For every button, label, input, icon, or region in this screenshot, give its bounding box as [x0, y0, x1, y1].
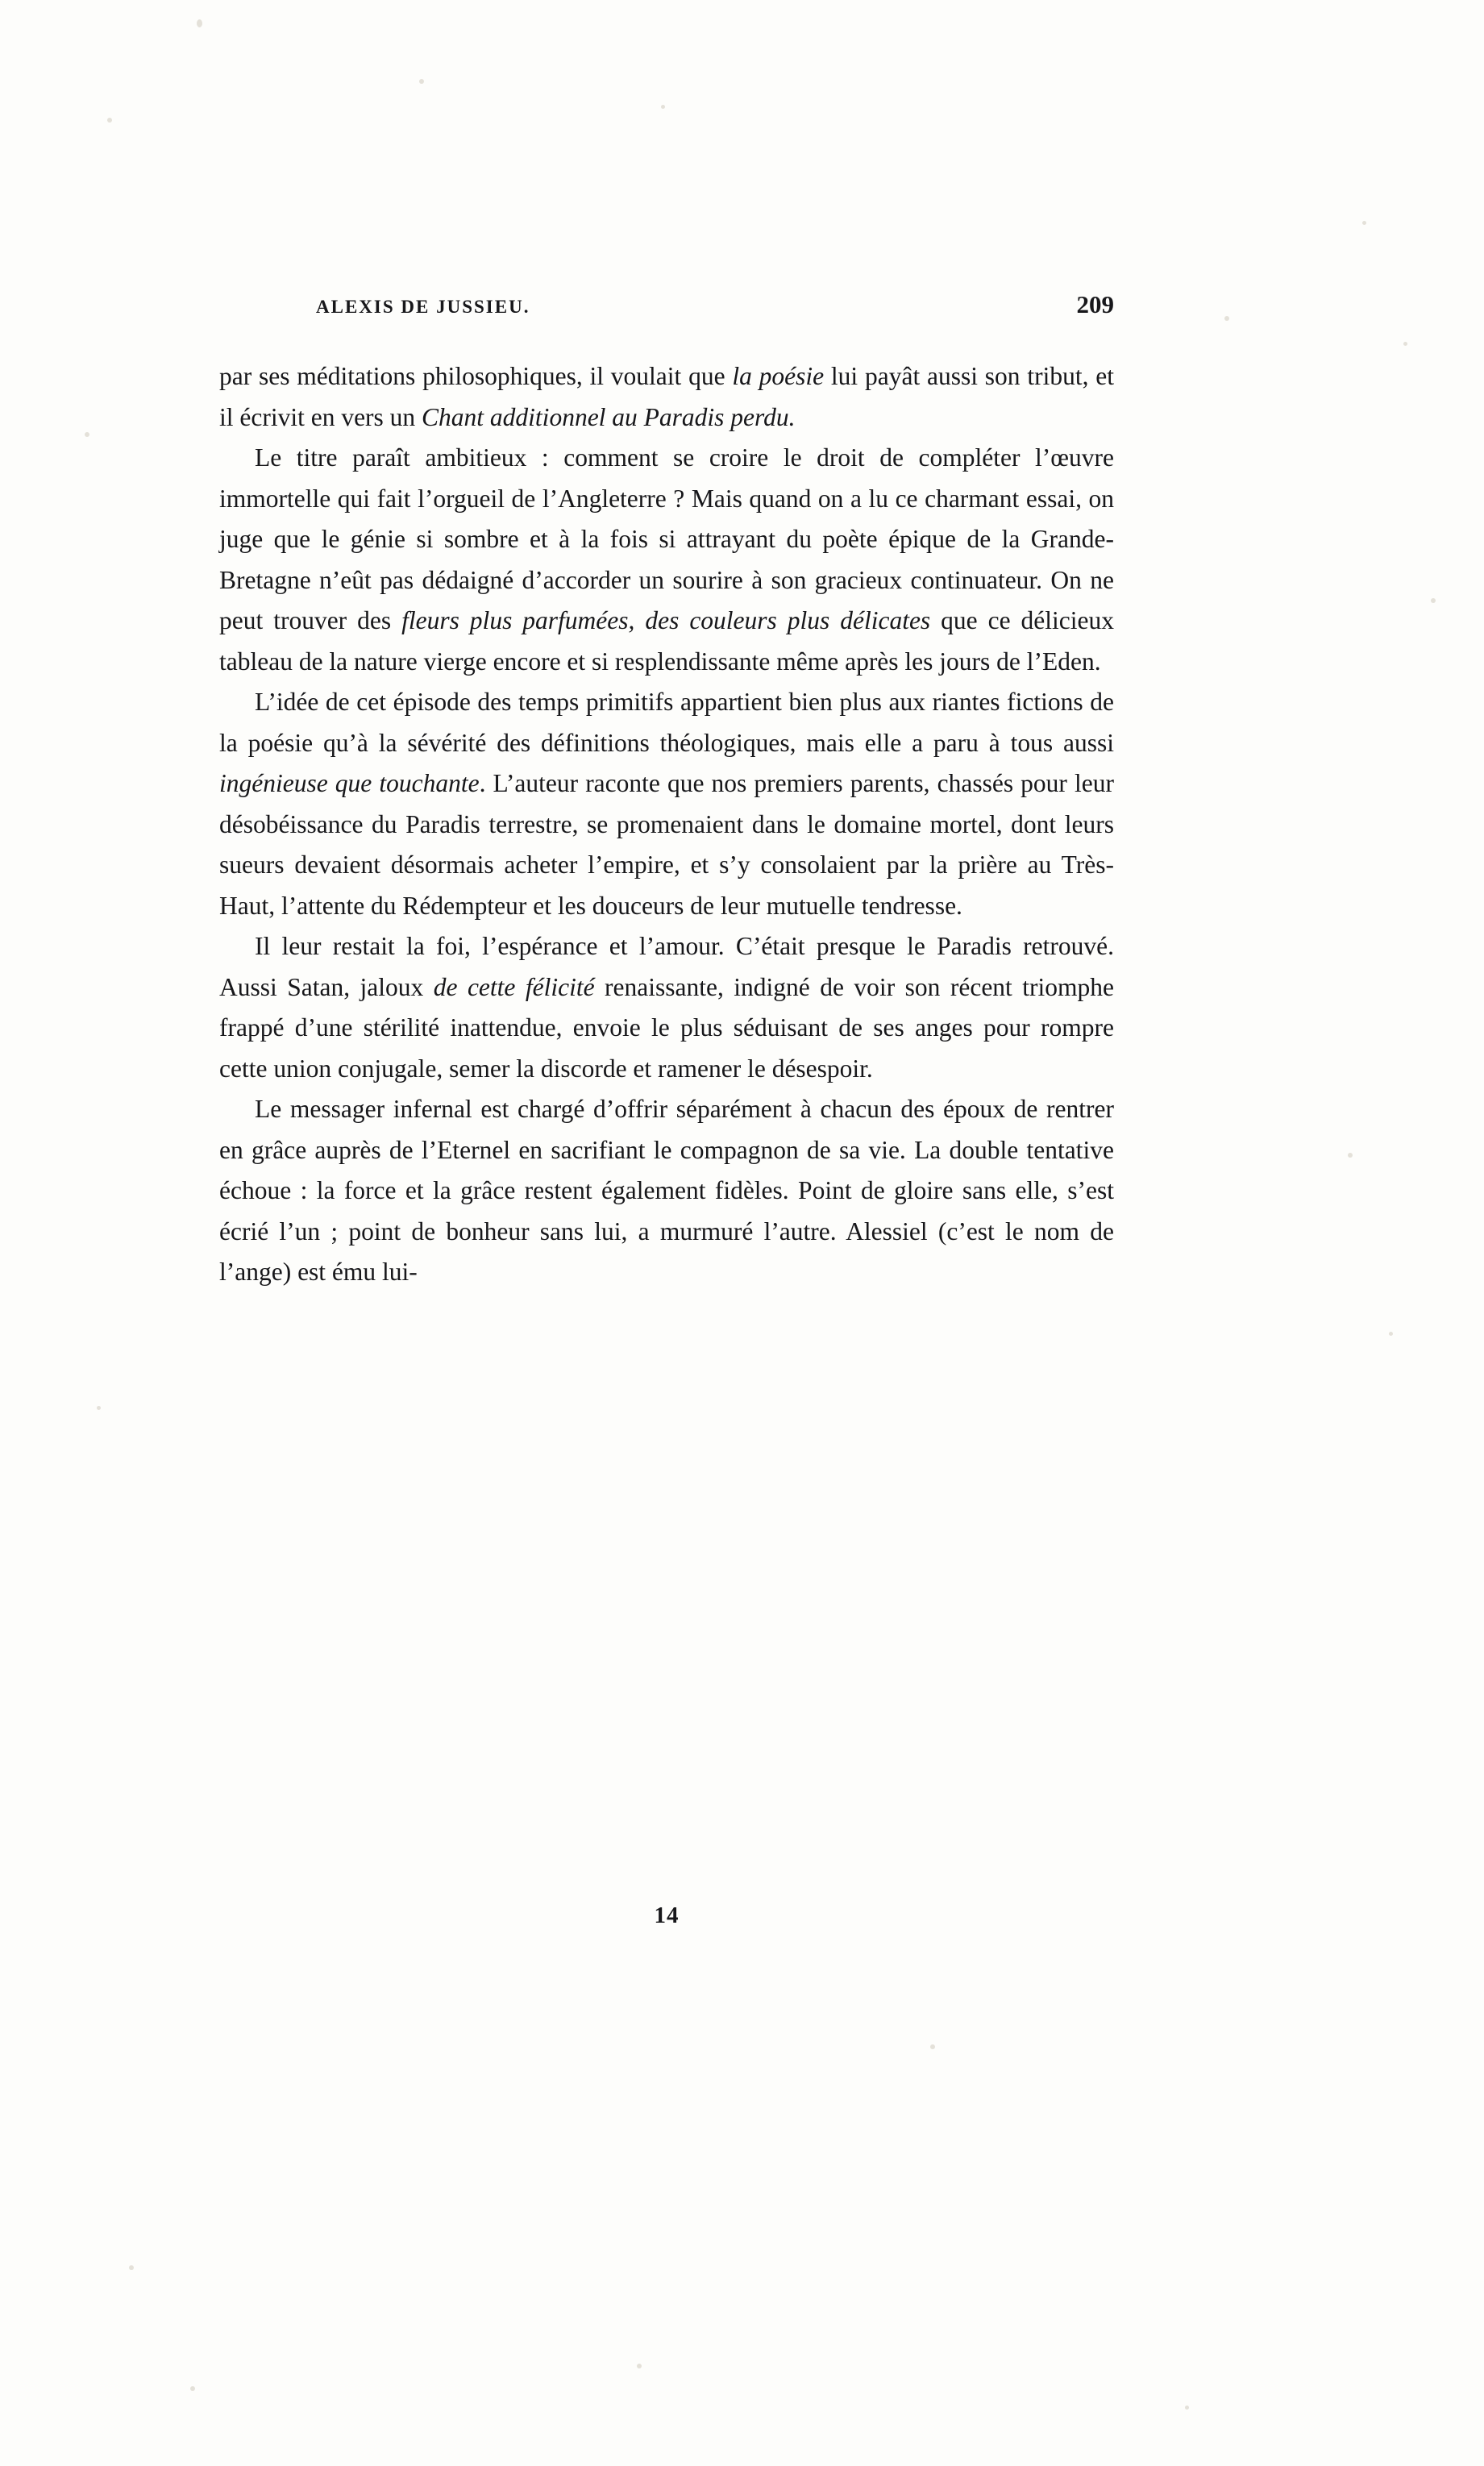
body-paragraphs [219, 356, 1114, 1293]
signature-mark: 14 [654, 1903, 680, 1928]
emphasis-text: fleurs plus parfumées, des couleurs plus délicates [401, 606, 931, 634]
emphasis-text: la poésie [732, 362, 825, 390]
plain-text: Le titre paraît ambitieux : comment se croire le droit de compléter l’œuvre immortelle qui fait l’orgueil de l’Angleterre ? Mais quand on a lu ce charmant essai, on juge que le génie si sombre et à la fois si attrayant du poète épique de la Grande-Bretagne n’eût pas dédaigné d’accorder un sourire à son gracieux continuateur. On ne peut trouver des [219, 443, 1114, 634]
body-paragraph [219, 1089, 1114, 1293]
body-paragraph [219, 438, 1114, 682]
plain-text: Le messager infernal est chargé d’offrir séparément à chacun des époux de rentrer en grâce auprès de l’Eternel en sacrifiant le compagnon de sa vie. La double tentative échoue : la force et la grâce restent également fidèles. Point de gloire sans elle, s’est écrié l’un ; point de bonheur sans lui, a murmuré l’autre. Alessiel (c’est le nom de l’ange) est ému lui- [219, 1095, 1114, 1286]
plain-text: par ses méditations philosophiques, il voulait que [219, 362, 733, 390]
emphasis-text: Chant additionnel au Paradis perdu. [422, 402, 796, 431]
body-paragraph [219, 356, 1114, 438]
body-paragraph [219, 926, 1114, 1089]
plain-text: lui payât aussi son tribut, et il écrivit en vers un [219, 362, 1114, 431]
plain-text: L’idée de cet épisode des temps primitifs appartient bien plus aux riantes fictions de la poésie qu’à la sévérité des définitions théologiques, mais elle a paru à tous aussi [219, 688, 1114, 757]
plain-text: . L’auteur raconte que nos premiers parents, chassés pour leur désobéissance du Paradis terrestre, se promenaient dans le domaine mortel, dont leurs sueurs devaient désormais acheter l’empire, et s’y consolaient par la prière au Très-Haut, l’attente du Rédempteur et les douceurs de leur mutuelle tendresse. [219, 769, 1114, 920]
running-head-title: ALEXIS DE JUSSIEU. [316, 297, 530, 317]
plain-text: Il leur restait la foi, l’espérance et l’amour. C’était presque le Paradis retrouvé. Aussi Satan, jaloux [219, 932, 1114, 1001]
running-head [219, 290, 1114, 319]
page-text-block [219, 290, 1114, 1293]
plain-text: que ce délicieux tableau de la nature vierge encore et si resplendissante même après les jours de l’Eden. [219, 606, 1114, 676]
emphasis-text: de cette félicité [433, 972, 595, 1001]
emphasis-text: ingénieuse que touchante [219, 769, 480, 797]
body-paragraph [219, 682, 1114, 926]
page-number: 209 [1076, 290, 1114, 318]
plain-text: renaissante, indigné de voir son récent triomphe frappé d’une stérilité inattendue, envoie le plus séduisant de ses anges pour rompre cette union conjugale, semer la discorde et ramener le désespoir. [219, 972, 1114, 1083]
